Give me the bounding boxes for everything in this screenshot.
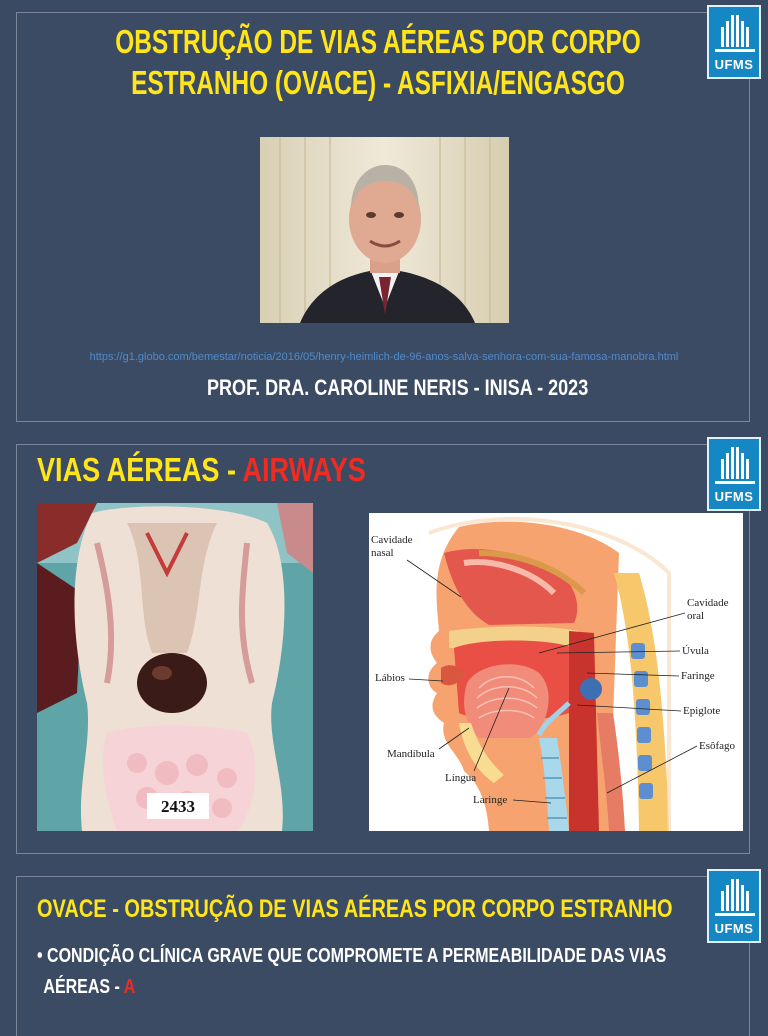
airway-specimen-photo xyxy=(37,503,313,831)
svg-text:Língua: Língua xyxy=(445,772,477,784)
ufms-logo: UFMS xyxy=(707,437,761,511)
svg-text:Lábios: Lábios xyxy=(375,672,405,684)
svg-text:nasal: nasal xyxy=(371,547,394,559)
slide-3-title: OVACE - OBSTRUÇÃO DE VIAS AÉREAS POR CORPO ESTRANHO xyxy=(37,895,673,923)
ufms-building-icon xyxy=(719,877,751,911)
slide-1 xyxy=(16,12,754,422)
slide-2 xyxy=(16,444,754,854)
ufms-logo: UFMS xyxy=(707,5,761,79)
author-credit: PROF. DRA. CAROLINE NERIS - INISA - 2023 xyxy=(207,375,589,400)
slide-3 xyxy=(16,876,754,1036)
slide-2-title: VIAS AÉREAS - AIRWAYS xyxy=(37,451,366,488)
svg-text:Laringe: Laringe xyxy=(473,794,508,806)
specimen-label: 2433 xyxy=(161,797,195,816)
ufms-building-icon xyxy=(719,13,751,47)
ufms-logo: UFMS xyxy=(707,869,761,943)
svg-text:Cavidade: Cavidade xyxy=(687,597,729,609)
svg-text:Mandíbula: Mandíbula xyxy=(387,748,435,760)
source-url[interactable]: https://g1.globo.com/bemestar/noticia/2016/05/henry-heimlich-de-96-anos-salva-senhora-com-sua-famosa-manobra.html xyxy=(89,351,679,363)
bullet-text: • CONDIÇÃO CLÍNICA GRAVE QUE COMPROMETE A PERMEABILIDADE DAS VIAS AÉREAS - A xyxy=(37,945,667,998)
slide-1-title: OBSTRUÇÃO DE VIAS AÉREAS POR CORPO ESTRANHO (OVACE) - ASFIXIA/ENGASGO xyxy=(115,23,641,101)
svg-text:Úvula: Úvula xyxy=(682,645,709,657)
svg-text:Esôfago: Esôfago xyxy=(699,740,736,752)
svg-text:Faringe: Faringe xyxy=(681,670,715,682)
portrait-photo xyxy=(260,137,509,323)
svg-text:Epiglote: Epiglote xyxy=(683,705,721,717)
svg-text:Cavidade: Cavidade xyxy=(371,534,413,546)
airway-anatomy-diagram xyxy=(369,513,743,831)
svg-text:oral: oral xyxy=(687,610,705,622)
ufms-building-icon xyxy=(719,445,751,479)
